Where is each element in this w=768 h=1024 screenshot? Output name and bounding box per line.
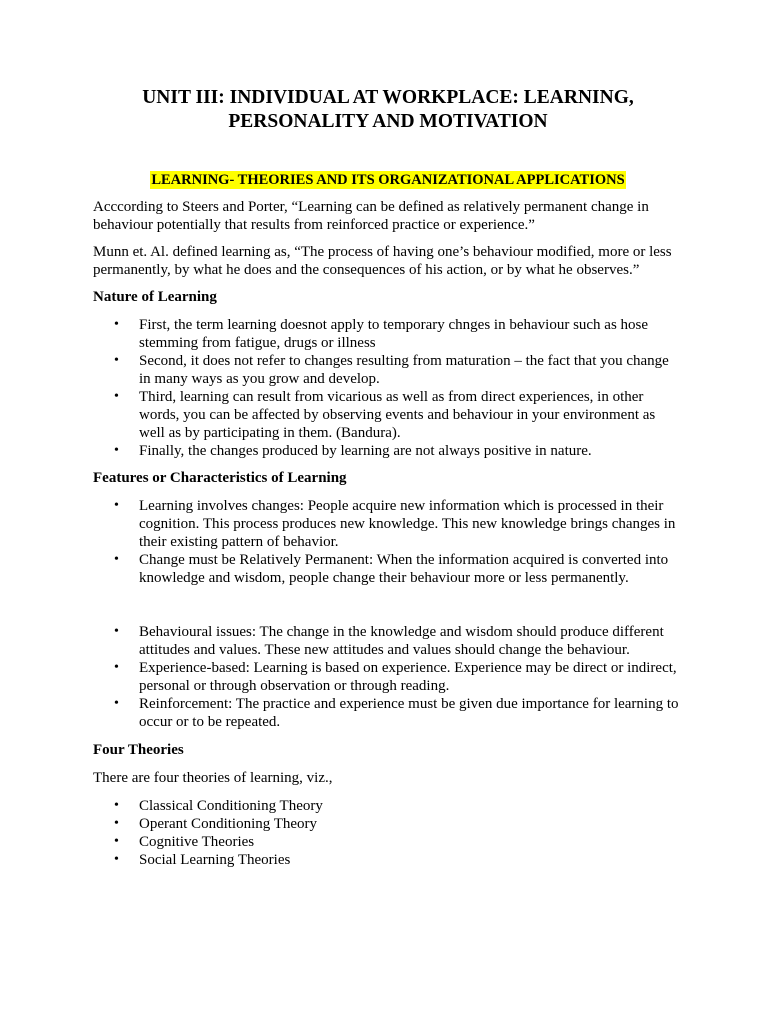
list-item: [93, 316, 683, 352]
bullet-icon: •: [114, 552, 119, 567]
list-item-text: Third, learning can result from vicarious as well as from direct experiences, in other words, you can be affected by observing events and behaviour in your environment as well as by participating in them. (Bandura).: [139, 389, 656, 441]
nature-list: [93, 316, 683, 460]
list-item: [93, 695, 683, 731]
document-page: [93, 86, 683, 869]
spacer: [93, 587, 683, 623]
bullet-icon: •: [114, 317, 119, 332]
list-item-text: Learning involves changes: People acquire new information which is processed in their cognition. This process produces new knowledge. This new knowledge brings changes in their existing pattern of behavior.: [139, 498, 676, 550]
theories-list: [93, 797, 683, 869]
bullet-icon: •: [114, 443, 119, 458]
list-item: [93, 442, 683, 460]
bullet-icon: •: [114, 816, 119, 831]
list-item-text: Classical Conditioning Theory: [139, 798, 323, 814]
list-item-text: Change must be Relatively Permanent: When the information acquired is converted into knowledge and wisdom, people change their behaviour more or less permanently.: [139, 552, 669, 586]
section-title-wrap: [93, 171, 683, 189]
list-item-text: Reinforcement: The practice and experience must be given due importance for learning to occur or to be repeated.: [139, 696, 679, 730]
list-item: [93, 659, 683, 695]
definition-steers-porter: Acccording to Steers and Porter, “Learning can be defined as relatively permanent change in behaviour potentially that results from reinforced practice or experience.”: [93, 199, 649, 233]
bullet-icon: •: [114, 798, 119, 813]
bullet-icon: •: [114, 498, 119, 513]
bullet-icon: •: [114, 660, 119, 675]
nature-heading: Nature of Learning: [93, 289, 217, 305]
list-item: [93, 833, 683, 851]
title-line-2: PERSONALITY AND MOTIVATION: [228, 111, 548, 132]
bullet-icon: •: [114, 353, 119, 368]
list-item: [93, 551, 683, 587]
bullet-icon: •: [114, 696, 119, 711]
features-list-a: [93, 497, 683, 587]
list-item-text: Second, it does not refer to changes resulting from maturation – the fact that you change in many ways as you grow and develop.: [139, 353, 669, 387]
definition-munn: Munn et. Al. defined learning as, “The process of having one’s behaviour modified, more or less permanently, by what he does and the consequences of his action, or by what he observes.”: [93, 244, 672, 278]
section-title-highlighted: LEARNING- THEORIES AND ITS ORGANIZATIONAL APPLICATIONS: [151, 172, 625, 188]
list-item: [93, 851, 683, 869]
bullet-icon: •: [114, 834, 119, 849]
list-item-text: First, the term learning doesnot apply to temporary chnges in behaviour such as hose stemming from fatigue, drugs or illness: [139, 317, 649, 351]
features-list-b: [93, 623, 683, 731]
list-item-text: Social Learning Theories: [139, 852, 291, 868]
list-item: [93, 388, 683, 442]
list-item: [93, 815, 683, 833]
theories-intro: There are four theories of learning, viz.,: [93, 770, 333, 786]
features-heading: Features or Characteristics of Learning: [93, 470, 347, 486]
list-item-text: Experience-based: Learning is based on experience. Experience may be direct or indirect, personal or through observation or through reading.: [139, 660, 677, 694]
list-item-text: Cognitive Theories: [139, 834, 255, 850]
list-item-text: Operant Conditioning Theory: [139, 816, 318, 832]
list-item: [93, 497, 683, 551]
list-item-text: Behavioural issues: The change in the knowledge and wisdom should produce different attitudes and values. These new attitudes and values should change the behaviour.: [139, 624, 664, 658]
document-title: [93, 86, 683, 134]
bullet-icon: •: [114, 389, 119, 404]
bullet-icon: •: [114, 624, 119, 639]
theories-heading: Four Theories: [93, 742, 184, 758]
list-item-text: Finally, the changes produced by learning are not always positive in nature.: [139, 443, 592, 459]
bullet-icon: •: [114, 852, 119, 867]
title-line-1: UNIT III: INDIVIDUAL AT WORKPLACE: LEARNING,: [142, 87, 634, 108]
list-item: [93, 352, 683, 388]
list-item: [93, 797, 683, 815]
list-item: [93, 623, 683, 659]
